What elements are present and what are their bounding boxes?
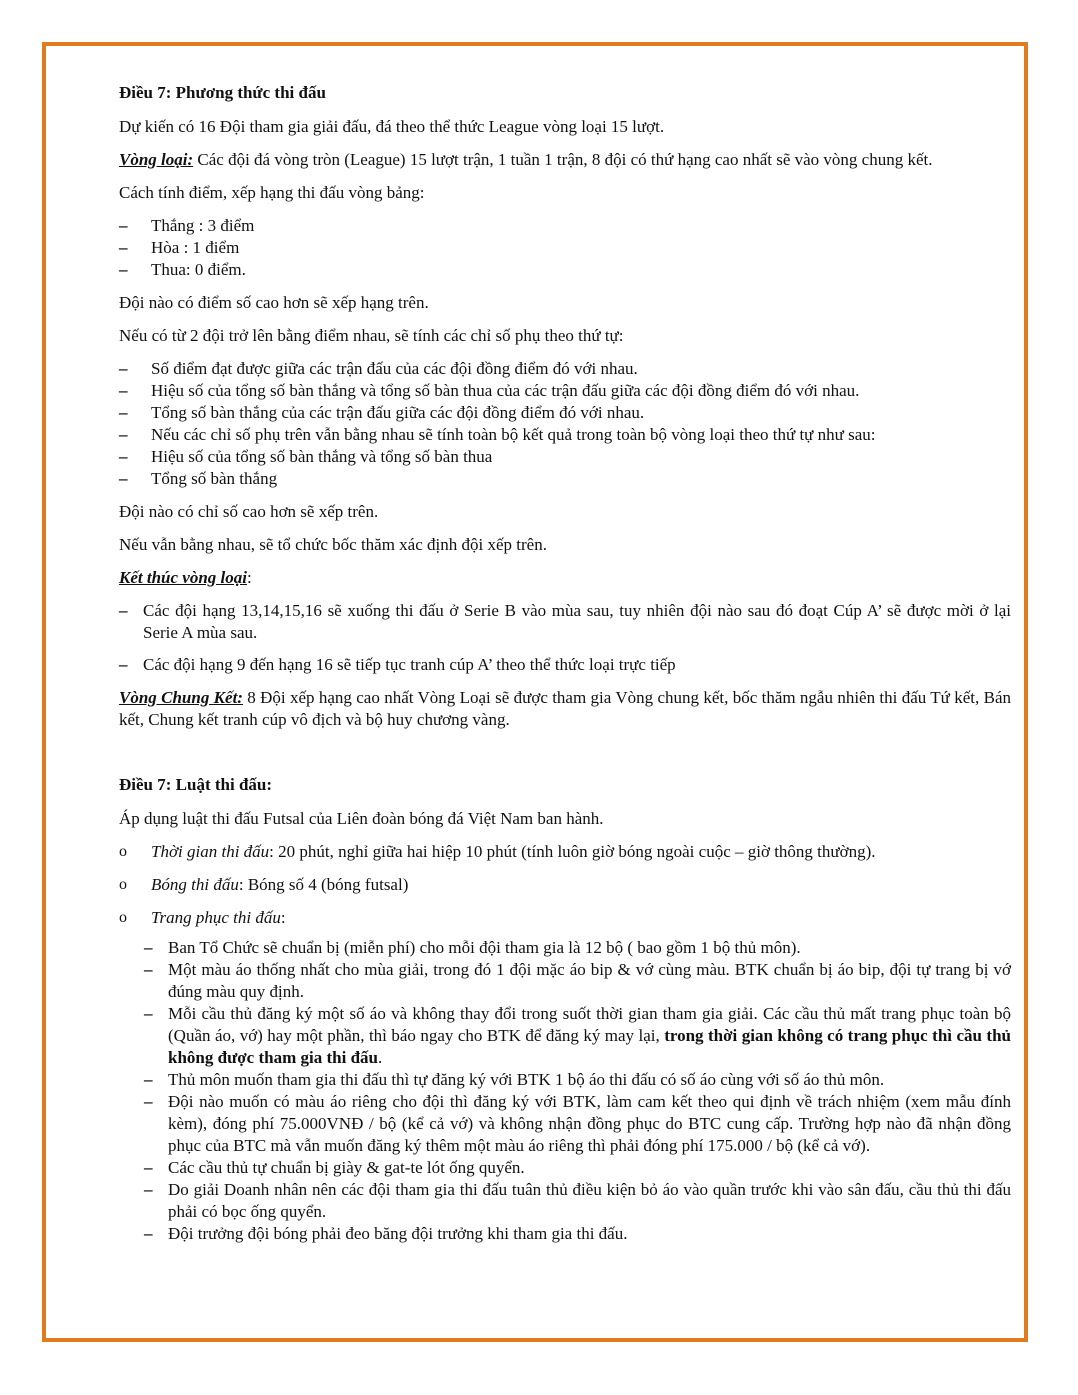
end-round-list <box>119 600 1011 676</box>
paragraph <box>119 149 1011 171</box>
inline-label: Vòng Chung Kết: <box>119 688 243 707</box>
list-item: – Thắng : 3 điểm <box>119 215 1011 237</box>
list-item: – Hiệu số của tổng số bàn thắng và tổng số bàn thua của các trận đấu giữa các đội đồng điểm đó với nhau. <box>119 380 1011 402</box>
list-item: – Một màu áo thống nhất cho mùa giải, trong đó 1 đội mặc áo bip & vớ cùng màu. BTK chuẩn bị áo bip, đội tự trang bị vớ đúng màu quy định. <box>144 959 1011 1003</box>
paragraph: Nếu vẫn bằng nhau, sẽ tổ chức bốc thăm xác định đội xếp trên. <box>119 535 547 554</box>
text: . <box>377 1048 383 1067</box>
paragraph: Đội nào có điểm số cao hơn sẽ xếp hạng trên. <box>119 293 429 312</box>
list-item: – Tổng số bàn thắng của các trận đấu giữa các đội đồng điểm đó với nhau. <box>119 402 1011 424</box>
list-item <box>119 841 1011 863</box>
text: : 20 phút, nghỉ giữa hai hiệp 10 phút (tính luôn giờ bóng ngoài cuộc – giờ thông thường). <box>269 842 876 861</box>
text: Mỗi cầu thủ đăng ký một số áo và không thay đổi trong suốt thời gian tham gia giải. Các cầu thủ mất trang phục toàn bộ (Quần áo, vớ) hay một phần, thì báo ngay cho BTK để đăng ký may lại, <box>168 1004 1011 1045</box>
bold-text: trong thời gian không có trang phục thì cầu thủ không được tham gia thi đấu <box>168 1026 1011 1067</box>
uniform-list <box>144 937 1011 1245</box>
list-item: – Đội trưởng đội bóng phải đeo băng đội trưởng khi tham gia thi đấu. <box>144 1223 1011 1245</box>
list-item: – Ban Tổ Chức sẽ chuẩn bị (miễn phí) cho mỗi đội tham gia là 12 bộ ( bao gồm 1 bộ thủ môn). <box>144 937 1011 959</box>
list-item: – Các đội hạng 13,14,15,16 sẽ xuống thi đấu ở Serie B vào mùa sau, tuy nhiên đội nào sau đó đoạt Cúp A’ sẽ được mời ở lại Serie A mùa sau. <box>119 600 1011 644</box>
text: : Bóng số 4 (bóng futsal) <box>238 875 409 894</box>
list-item <box>119 907 1011 929</box>
list-item: – Hòa : 1 điểm <box>119 237 1011 259</box>
list-item: – Nếu các chỉ số phụ trên vẫn bằng nhau sẽ tính toàn bộ kết quả trong toàn bộ vòng loại theo thứ tự như sau: <box>119 424 1011 446</box>
section-heading: Điều 7: Luật thi đấu: <box>119 775 273 794</box>
paragraph: Cách tính điểm, xếp hạng thi đấu vòng bảng: <box>119 183 425 202</box>
inline-label: Trang phục thi đấu <box>151 908 281 927</box>
paragraph: Đội nào có chỉ số cao hơn sẽ xếp trên. <box>119 502 379 521</box>
text: : <box>280 908 286 927</box>
rules-list <box>119 841 1011 929</box>
inline-label: Bóng thi đấu <box>151 875 239 894</box>
document-body <box>119 82 1011 1256</box>
paragraph <box>119 567 1011 589</box>
text: 8 Đội xếp hạng cao nhất Vòng Loại sẽ được tham gia Vòng chung kết, bốc thăm ngẫu nhiên thi đấu Tứ kết, Bán kết, Chung kết tranh cúp vô địch và bộ huy chương vàng. <box>119 688 1011 729</box>
list-item <box>119 874 1011 896</box>
section-heading: Điều 7: Phương thức thi đấu <box>119 83 326 102</box>
paragraph: Dự kiến có 16 Đội tham gia giải đấu, đá theo thể thức League vòng loại 15 lượt. <box>119 117 665 136</box>
list-item: – Thua: 0 điểm. <box>119 259 1011 281</box>
paragraph: Áp dụng luật thi đấu Futsal của Liên đoàn bóng đá Việt Nam ban hành. <box>119 809 604 828</box>
list-item <box>144 1003 1011 1069</box>
list-item: – Tổng số bàn thắng <box>119 468 1011 490</box>
list-item: – Các đội hạng 9 đến hạng 16 sẽ tiếp tục tranh cúp A’ theo thể thức loại trực tiếp <box>119 654 1011 676</box>
spacer <box>119 742 1011 774</box>
tiebreak-list <box>119 358 1011 490</box>
list-item: – Thủ môn muốn tham gia thi đấu thì tự đăng ký với BTK 1 bộ áo thi đấu có số áo cùng với số áo thủ môn. <box>144 1069 1011 1091</box>
list-item: – Do giải Doanh nhân nên các đội tham gia thi đấu tuân thủ điều kiện bỏ áo vào quần trước khi vào sân đấu, cầu thủ thi đấu phải có bọc ống quyển. <box>144 1179 1011 1223</box>
paragraph <box>119 687 1011 731</box>
inline-label: Vòng loại: <box>119 150 194 169</box>
list-item: – Các cầu thủ tự chuẩn bị giày & gat-te lót ống quyển. <box>144 1157 1011 1179</box>
inline-label: Thời gian thi đấu <box>151 842 270 861</box>
list-item: – Đội nào muốn có màu áo riêng cho đội thì đăng ký với BTK, làm cam kết theo qui định về trách nhiệm (xem mẫu đính kèm), đóng phí 75.000VNĐ / bộ (kể cả vớ) và không nhận đồng phục do BTC cung cấp. Trường hợp nào đã nhận đồng phục của BTC mà vẫn muốn đăng ký thêm một màu áo riêng thì phải đóng phí 175.000 / bộ (kể cả vớ). <box>144 1091 1011 1157</box>
text: : <box>246 568 252 587</box>
points-list <box>119 215 1011 281</box>
paragraph: Nếu có từ 2 đội trở lên bằng điểm nhau, sẽ tính các chỉ số phụ theo thứ tự: <box>119 326 624 345</box>
list-item: – Số điểm đạt được giữa các trận đấu của các đội đồng điểm đó với nhau. <box>119 358 1011 380</box>
list-item: – Hiệu số của tổng số bàn thắng và tổng số bàn thua <box>119 446 1011 468</box>
inline-label: Kết thúc vòng loại <box>119 568 247 587</box>
text: Các đội đá vòng tròn (League) 15 lượt trận, 1 tuần 1 trận, 8 đội có thứ hạng cao nhất sẽ vào vòng chung kết. <box>193 150 933 169</box>
